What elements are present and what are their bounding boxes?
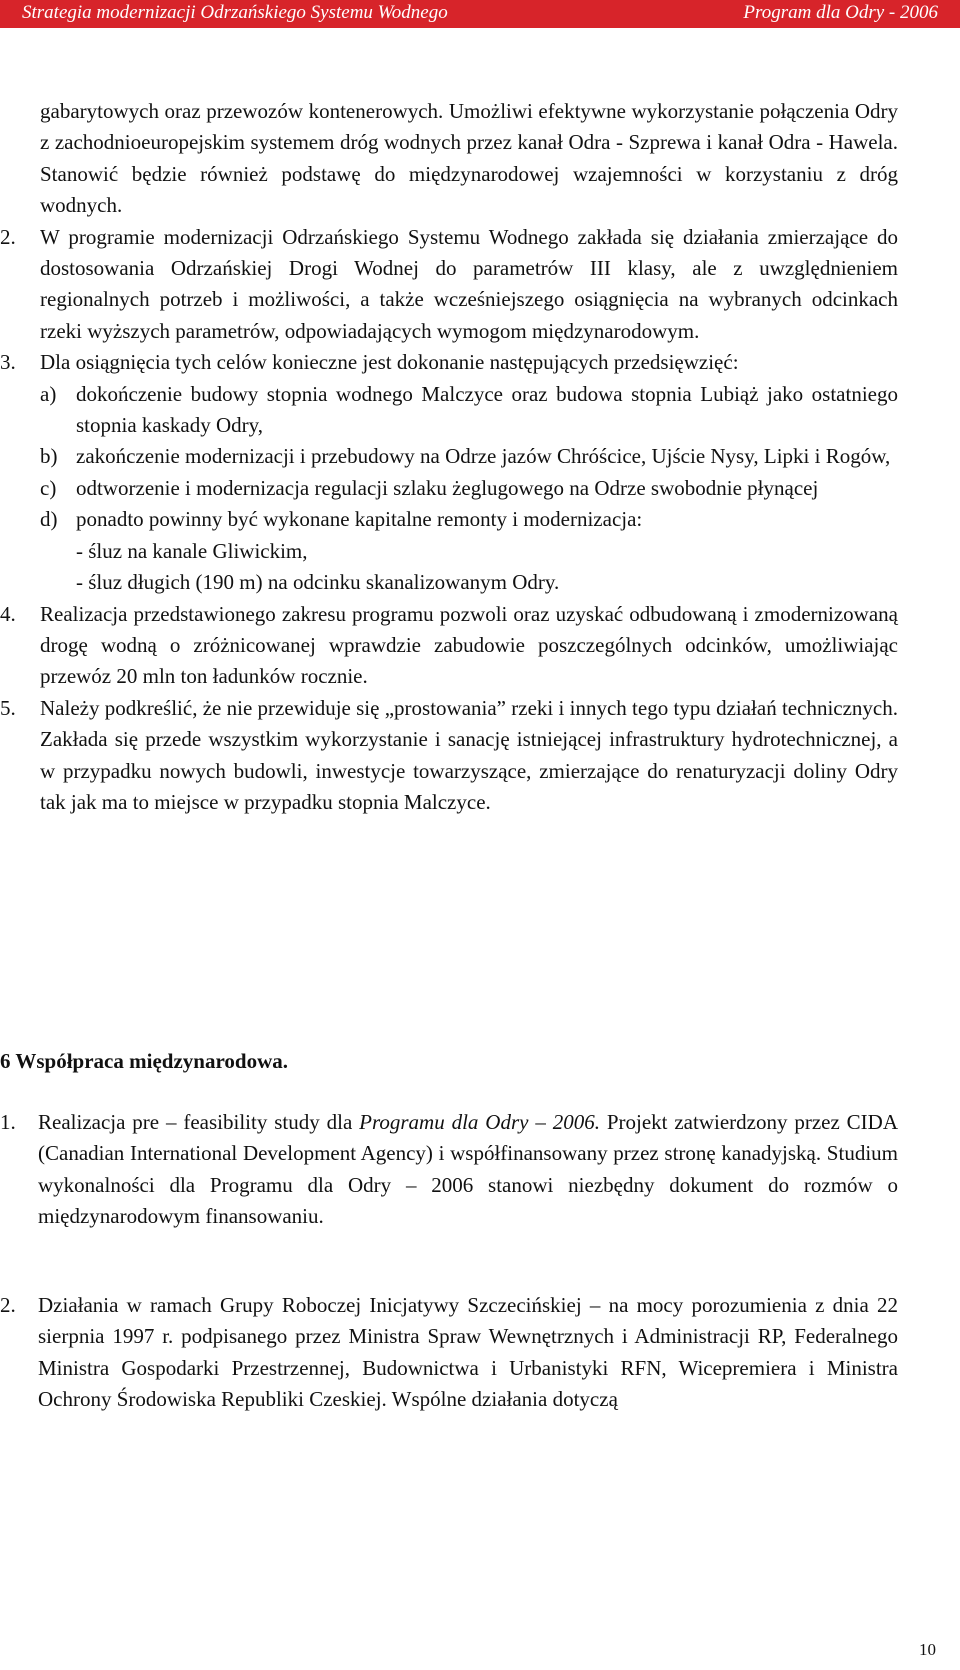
- section-item-1-pre: Realizacja pre – feasibility study dla: [38, 1110, 360, 1134]
- page-number: 10: [919, 1640, 936, 1659]
- dash-item: - śluz długich (190 m) na odcinku skanalizowanym Odry.: [76, 570, 560, 595]
- continued-paragraph: gabarytowych oraz przewozów kontenerowych. Umożliwi efektywne wykorzystanie połączenia Odry z zachodnioeuropejskim systemem dróg wodnych przez kanał Odra - Szprewa i kanał Odra - Hawela. Stanowić będzie również podstawę do międzynarodowej wzajemności w korzystaniu z dróg wodnych.: [40, 99, 898, 218]
- sub-item-b: [40, 441, 898, 472]
- list-item-text: Dla osiągnięcia tych celów konieczne jest dokonanie następujących przedsięwzięć:: [40, 350, 739, 375]
- sub-item-label: b): [40, 444, 58, 469]
- header-document-title: Strategia modernizacji Odrzańskiego Systemu Wodnego: [22, 2, 448, 23]
- list-item-text: Należy podkreślić, że nie przewiduje się „prostowania” rzeki i innych tego typu działań technicznych. Zakłada się przede wszystkim wykorzystanie i sanację istniejącej infrastruktury hydrotechnicznej, a w przypadku nowych budowli, inwestycje towarzyszące, zmierzające do renaturyzacji doliny Odry tak jak ma to miejsce w przypadku stopnia Malczyce.: [40, 695, 898, 814]
- list-number: 2.: [0, 1293, 16, 1317]
- sub-item-text: ponadto powinny być wykonane kapitalne remonty i modernizacja:: [76, 507, 643, 532]
- header-program-title: Program dla Odry - 2006: [743, 2, 938, 23]
- list-item-4: [0, 599, 898, 693]
- main-text: [0, 96, 898, 818]
- sub-item-label: d): [40, 507, 58, 532]
- list-item-text: W programie modernizacji Odrzańskiego Systemu Wodnego zakłada się działania zmierzające do dostosowania Odrzańskiej Drogi Wodnej do parametrów III klasy, ale z uwzględnieniem regionalnych potrzeb i możliwości, a także wcześniejszego osiągnięcia na wybranych odcinkach rzeki wyższych parametrów, odpowiadających wymogom międzynarodowym.: [40, 224, 898, 343]
- list-number: 1.: [0, 1110, 16, 1134]
- section-item-1: [0, 1107, 898, 1233]
- page-header: [0, 0, 960, 28]
- section-item-1-italic: Programu dla Odry – 2006.: [359, 1110, 600, 1134]
- list-number: 2.: [0, 224, 16, 249]
- sub-item-a: [40, 379, 898, 442]
- sub-item-c: [40, 473, 898, 504]
- section-title: 6 Współpraca międzynarodowa.: [0, 1049, 288, 1073]
- section-item-1-post: Projekt zatwierdzony przez CIDA (Canadian International Development Agency) i współfinansowany przez stronę kanadyjską. Studium wykonalności dla Programu dla Odry – 2006 stanowi niezbędny dokument do rozmów o międzynarodowym finansowaniu.: [38, 1110, 899, 1229]
- dash-item: - śluz na kanale Gliwickim,: [76, 538, 308, 563]
- sub-item-d: [40, 504, 898, 535]
- section-item-1-body: [0, 1107, 898, 1233]
- list-number: 5.: [0, 695, 16, 720]
- list-item-text: Realizacja przedstawionego zakresu programu pozwoli oraz uzyskać odbudowaną i zmodernizowaną drogę wodną o zróżnicowanej wprawdzie zabudowie poszczególnych odcinków, umożliwiając przewóz 20 mln ton ładunków rocznie.: [40, 601, 898, 689]
- list-item-2: [0, 222, 898, 348]
- list-number: 4.: [0, 601, 16, 626]
- list-item-3: [0, 347, 898, 378]
- section-item-2-body: [0, 1290, 898, 1416]
- list-number: 3.: [0, 350, 16, 375]
- section-item-2: [0, 1290, 898, 1416]
- section-item-2-text: Działania w ramach Grupy Roboczej Inicjatywy Szczecińskiej – na mocy porozumienia z dnia 22 sierpnia 1997 r. podpisanego przez Ministra Spraw Wewnętrznych i Administracji RP, Federalnego Ministra Gospodarki Przestrzennej, Budownictwa i Urbanistyki RFN, Wicepremiera i Ministra Ochrony Środowiska Republiki Czeskiej. Wspólne działania dotyczą: [38, 1293, 898, 1412]
- sub-item-text: zakończenie modernizacji i przebudowy na Odrze jazów Chróścice, Ujście Nysy, Lipki i Rogów,: [76, 444, 891, 469]
- list-item-5: [0, 693, 898, 819]
- sub-item-label: a): [40, 381, 57, 406]
- sub-item-text: odtworzenie i modernizacja regulacji szlaku żeglugowego na Odrze swobodnie płynącej: [76, 475, 819, 500]
- section-heading: [0, 1049, 898, 1081]
- sub-item-text: dokończenie budowy stopnia wodnego Malczyce oraz budowa stopnia Lubiąż jako ostatniego stopnia kaskady Odry,: [76, 381, 898, 438]
- sub-item-label: c): [40, 475, 57, 500]
